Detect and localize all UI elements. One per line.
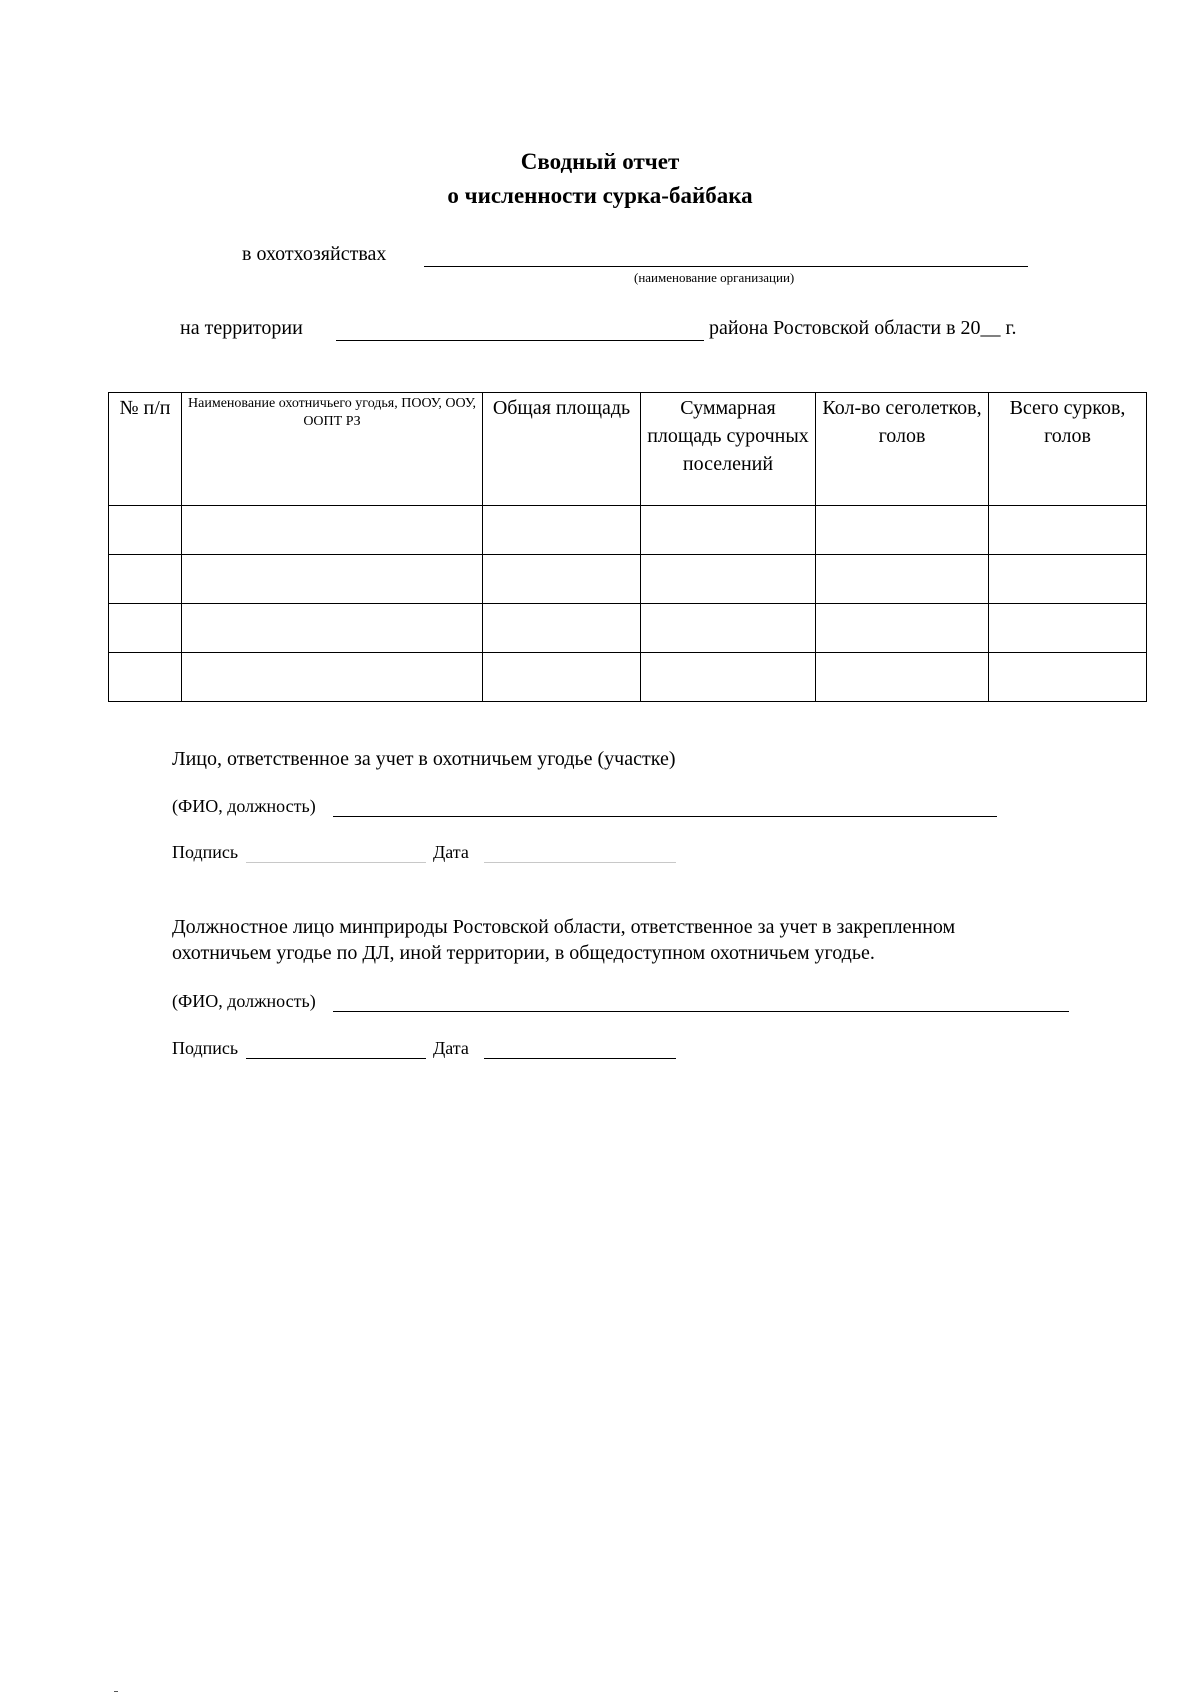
official-date-field[interactable] (484, 1038, 676, 1059)
header-total-area: Общая площадь (483, 393, 641, 506)
table-cell[interactable] (483, 506, 641, 555)
header-colony-area: Суммарная площадь сурочных поселений (641, 393, 816, 506)
responsible-signature-label: Подпись (172, 842, 239, 862)
report-title: Сводный отчет (520, 149, 680, 174)
table-cell[interactable] (182, 604, 483, 653)
table-row (109, 506, 1147, 555)
table-cell[interactable] (182, 506, 483, 555)
header-young-count: Кол-во сеголетков, голов (816, 393, 989, 506)
territory-label: на территории (180, 317, 303, 339)
table-header-row (109, 393, 1147, 506)
table-cell[interactable] (182, 555, 483, 604)
report-subtitle: о численности сурка-байбака (447, 183, 753, 208)
table-cell[interactable] (641, 506, 816, 555)
organization-label: в охотхозяйствах (242, 243, 387, 265)
data-table (108, 392, 1147, 702)
table-row (109, 653, 1147, 702)
table-cell[interactable] (989, 506, 1147, 555)
header-number: № п/п (109, 393, 182, 506)
official-date-label: Дата (433, 1038, 469, 1058)
official-heading-line1: Должностное лицо минприроды Ростовской области, ответственное за учет в закрепленном (172, 916, 956, 938)
responsible-date-field[interactable] (484, 842, 676, 863)
table-cell[interactable] (989, 604, 1147, 653)
table-cell[interactable] (989, 653, 1147, 702)
responsible-fio-field[interactable] (333, 796, 997, 817)
table-cell[interactable] (483, 555, 641, 604)
official-heading-line2: охотничьем угодье по ДЛ, иной территории, в общедоступном охотничьем угодье. (172, 942, 875, 964)
header-total-marmots: Всего сурков, голов (989, 393, 1147, 506)
table-cell[interactable] (109, 653, 182, 702)
scan-mark (114, 1691, 118, 1692)
responsible-fio-label: (ФИО, должность) (172, 796, 316, 816)
responsible-heading: Лицо, ответственное за учет в охотничьем угодье (участке) (172, 748, 676, 770)
official-signature-label: Подпись (172, 1038, 239, 1058)
territory-suffix: района Ростовской области в 20__ г. (709, 317, 1017, 339)
responsible-signature-field[interactable] (246, 842, 426, 863)
responsible-date-label: Дата (433, 842, 469, 862)
table-cell[interactable] (641, 604, 816, 653)
table-cell[interactable] (816, 555, 989, 604)
table-cell[interactable] (109, 604, 182, 653)
official-fio-label: (ФИО, должность) (172, 991, 316, 1011)
table-cell[interactable] (816, 604, 989, 653)
table-cell[interactable] (182, 653, 483, 702)
table-cell[interactable] (816, 653, 989, 702)
table-row (109, 555, 1147, 604)
territory-field[interactable] (336, 318, 704, 341)
table-cell[interactable] (109, 555, 182, 604)
table-cell[interactable] (641, 653, 816, 702)
table-row (109, 604, 1147, 653)
organization-caption: (наименование организации) (634, 270, 795, 285)
table-cell[interactable] (483, 604, 641, 653)
official-signature-field[interactable] (246, 1038, 426, 1059)
table-cell[interactable] (989, 555, 1147, 604)
table-cell[interactable] (641, 555, 816, 604)
table-cell[interactable] (816, 506, 989, 555)
header-area-name: Наименование охотничьего угодья, ПООУ, ООУ, ООПТ РЗ (182, 393, 483, 506)
official-fio-field[interactable] (333, 991, 1069, 1012)
table-cell[interactable] (483, 653, 641, 702)
organization-field[interactable] (424, 244, 1028, 267)
table-cell[interactable] (109, 506, 182, 555)
